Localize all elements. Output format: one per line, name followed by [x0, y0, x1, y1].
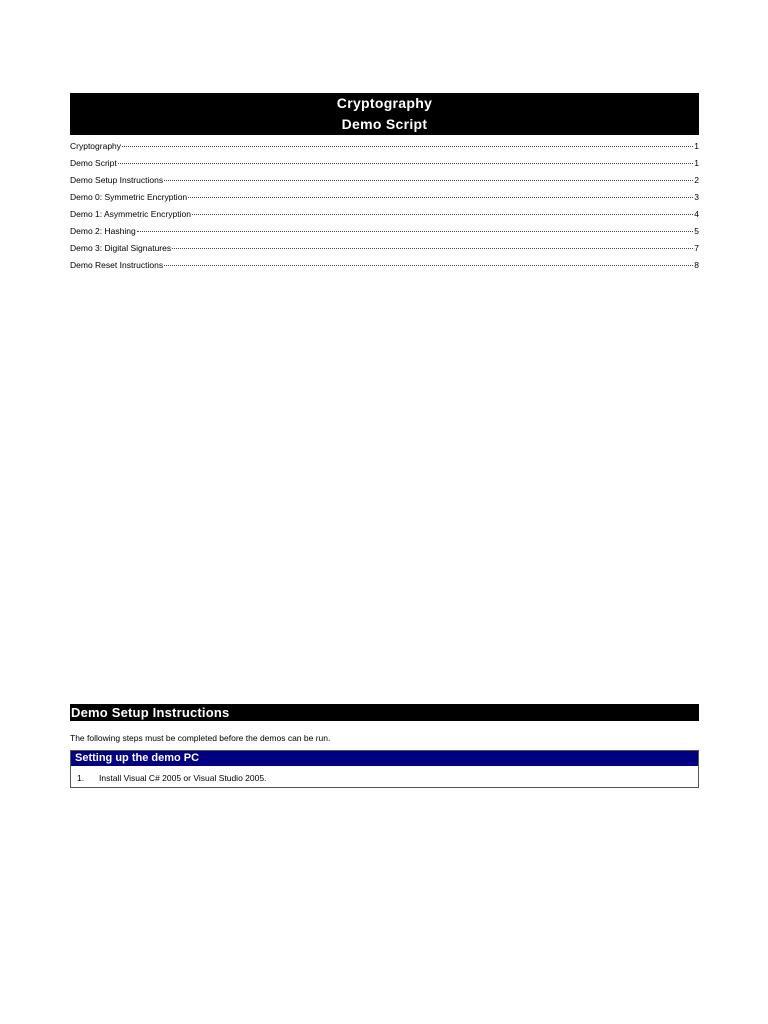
toc-dot-leader [192, 214, 693, 215]
task-step [77, 773, 266, 784]
toc-entry-demo-script[interactable] [70, 157, 699, 174]
toc-dot-leader [137, 231, 694, 232]
toc-entry-label: Demo 0: Symmetric Encryption [70, 192, 188, 202]
toc-page-number: 2 [694, 175, 699, 185]
toc-entry-label: Demo Script [70, 158, 117, 168]
toc-entry-label: Demo Setup Instructions [70, 175, 164, 185]
toc-entry-cryptography[interactable] [70, 140, 699, 157]
toc-entry-label: Demo 1: Asymmetric Encryption [70, 209, 191, 219]
toc-entry-label: Demo 2: Hashing [70, 226, 136, 236]
toc-entry-demo-setup[interactable] [70, 174, 699, 191]
toc-page-number: 4 [694, 209, 699, 219]
toc-dot-leader [164, 265, 693, 266]
toc-entry-label: Cryptography [70, 141, 122, 151]
toc-page-number: 1 [694, 158, 699, 168]
document-title: Cryptography [336, 95, 433, 111]
section-heading-demo-setup: Demo Setup Instructions [70, 704, 699, 721]
toc-dot-leader [188, 197, 693, 198]
toc-entry-label: Demo Reset Instructions [70, 260, 164, 270]
task-step-text: Install Visual C# 2005 or Visual Studio 2005. [99, 773, 267, 783]
task-box-setting-up-demo-pc [70, 750, 699, 788]
toc-page-number: 1 [694, 141, 699, 151]
toc-entry-label: Demo 3: Digital Signatures [70, 243, 172, 253]
task-box-title: Setting up the demo PC [71, 751, 698, 766]
toc-page-number: 3 [694, 192, 699, 202]
task-step-number: 1. [77, 773, 85, 783]
toc-dot-leader [164, 180, 693, 181]
toc-dot-leader [118, 163, 694, 164]
toc-dot-leader [122, 146, 693, 147]
toc-entry-demo-reset[interactable] [70, 259, 699, 276]
toc-entry-demo-2[interactable] [70, 225, 699, 242]
toc-entry-demo-3[interactable] [70, 242, 699, 259]
table-of-contents [70, 140, 699, 276]
toc-page-number: 7 [694, 243, 699, 253]
toc-dot-leader [172, 248, 693, 249]
toc-entry-demo-1[interactable] [70, 208, 699, 225]
toc-page-number: 8 [694, 260, 699, 270]
toc-page-number: 5 [694, 226, 699, 236]
toc-entry-demo-0[interactable] [70, 191, 699, 208]
document-title-banner [70, 93, 699, 135]
section-intro-text: The following steps must be completed before the demos can be run. [70, 733, 331, 743]
document-subtitle: Demo Script [341, 116, 428, 132]
